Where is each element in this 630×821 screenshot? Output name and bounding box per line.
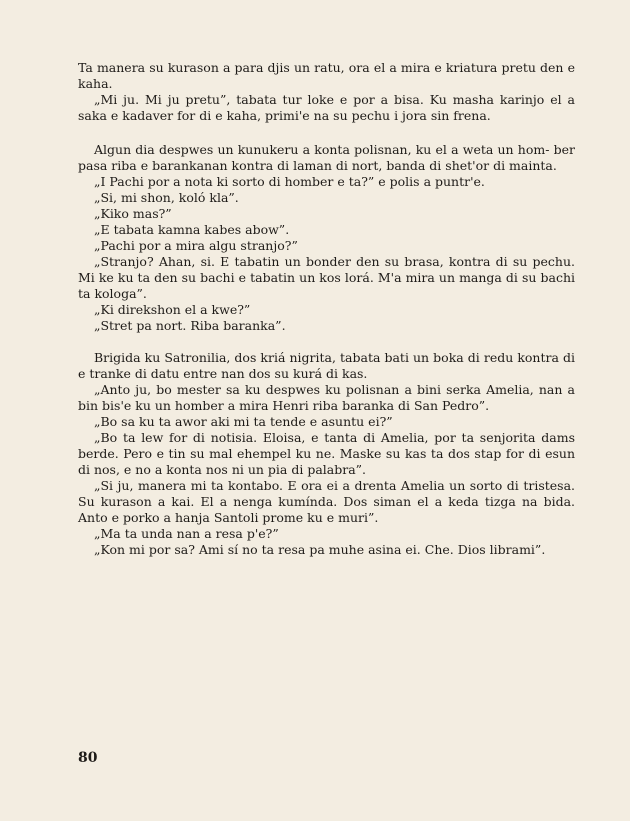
- paragraph: „Stret pa nort. Riba baranka”.: [94, 318, 286, 333]
- paragraph: „Bo ta lew for di notisia. Eloisa, e tanta di Amelia, por ta senjorita dams berde. Pero e tin su mal ehempel ku ne. Maske su kas ta dos stap for di esun di nos, e no a konta nos ni un pia di palabra”.: [78, 430, 575, 477]
- paragraph: „Si, mi shon, koló kla”.: [94, 190, 239, 205]
- paragraph: Ta manera su kurason a para djis un ratu, ora el a mira e kriatura pretu den e kaha.: [78, 60, 575, 91]
- page-number: 80: [78, 750, 98, 766]
- paragraph: „Mi ju. Mi ju pretu”, tabata tur loke e por a bisa. Ku masha karinjo el a saka e kadaver for di e kaha, primi'e na su pechu i jora sin frena.: [78, 92, 575, 123]
- text-block-2: [78, 142, 575, 334]
- paragraph: „Kon mi por sa? Ami sí no ta resa pa muhe asina ei. Che. Dios librami”.: [94, 542, 546, 557]
- text-block-1: [78, 60, 575, 124]
- paragraph: „Bo sa ku ta awor aki mi ta tende e asuntu ei?”: [94, 414, 393, 429]
- paragraph: „Ma ta unda nan a resa p'e?”: [94, 526, 279, 541]
- paragraph: Algun dia despwes un kunukeru a konta polisnan, ku el a weta un hom- ber pasa riba e barankanan kontra di laman di nort, banda di shet'or di mainta.: [78, 142, 575, 173]
- paragraph: „E tabata kamna kabes abow”.: [94, 222, 290, 237]
- paragraph: „Ki direkshon el a kwe?”: [94, 302, 251, 317]
- text-block-3: [78, 350, 575, 558]
- paragraph: Brigida ku Satronilia, dos kriá nigrita, tabata bati un boka di redu kontra di e tranke di datu entre nan dos su kurá di kas.: [78, 350, 575, 381]
- paragraph: „Stranjo? Ahan, si. E tabatin un bonder den su brasa, kontra di su pechu. Mi ke ku ta den su bachi e tabatin un kos lorá. M'a mira un manga di su bachi ta kologa”.: [78, 254, 575, 301]
- paragraph: „Si ju, manera mi ta kontabo. E ora ei a drenta Amelia un sorto di tristesa. Su kurason a kai. El a nenga kumínda. Dos siman el a keda tizga na bida. Anto e porko a hanja Santoli prome ku e muri”.: [78, 478, 575, 525]
- paragraph: „Kiko mas?”: [94, 206, 172, 221]
- paragraph: „Pachi por a mira algu stranjo?”: [94, 238, 298, 253]
- paragraph: „Anto ju, bo mester sa ku despwes ku polisnan a bini serka Amelia, nan a bin bis'e ku un homber a mira Henri riba baranka di San Pedro”.: [78, 382, 575, 413]
- paragraph: „I Pachi por a nota ki sorto di homber e ta?” e polis a puntr'e.: [94, 174, 485, 189]
